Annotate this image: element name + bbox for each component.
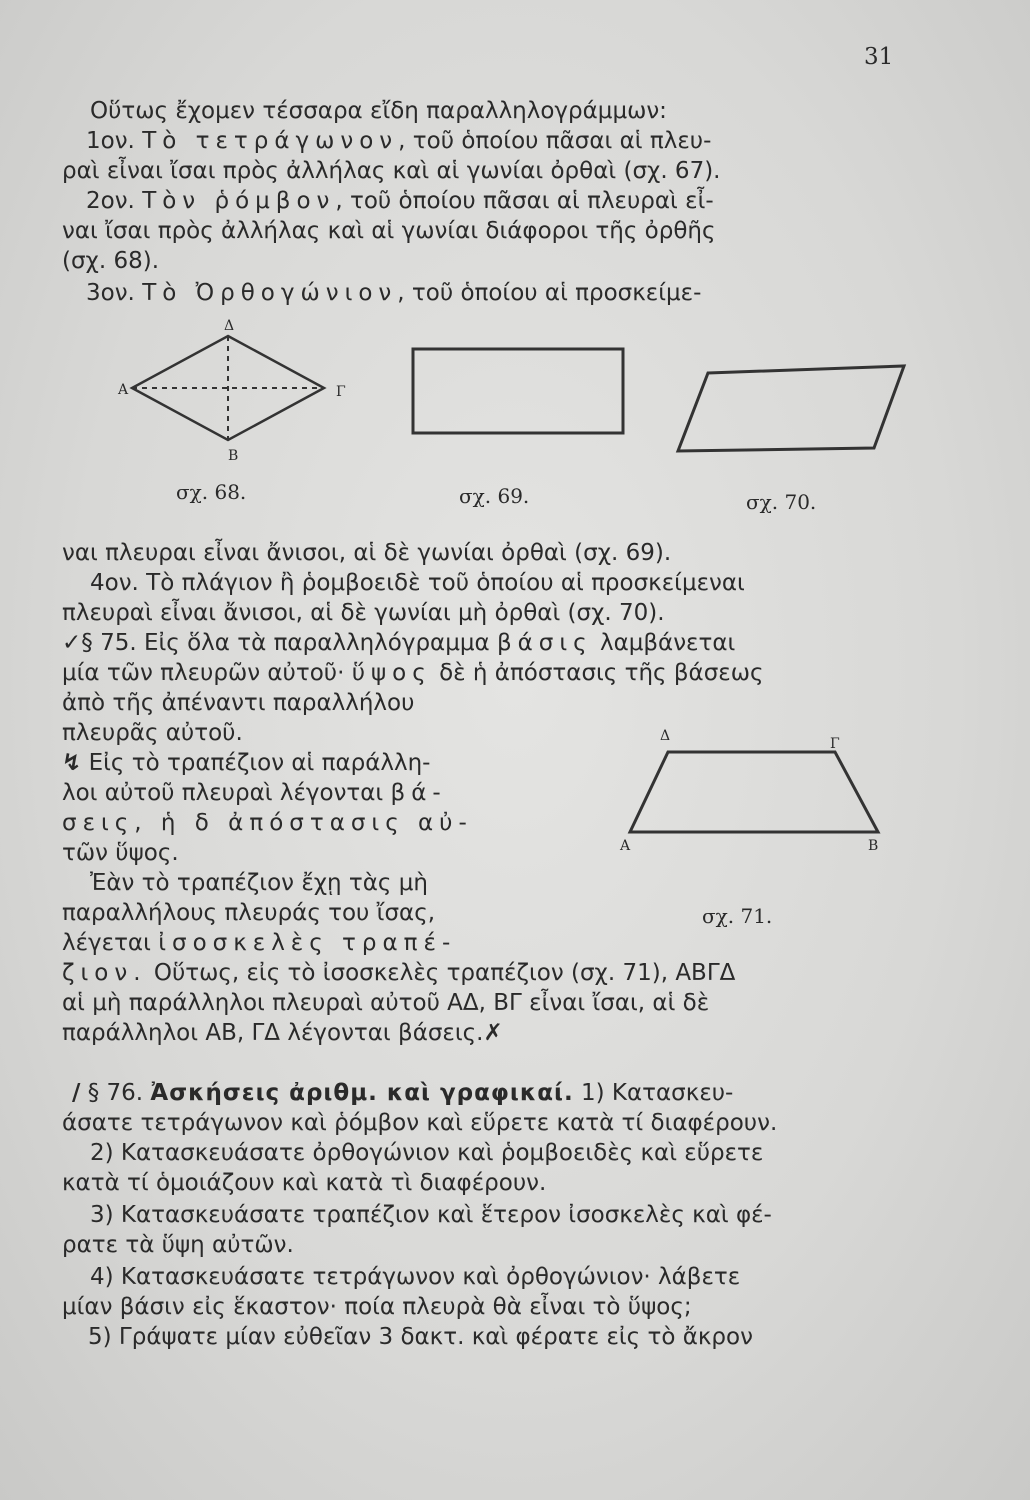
text-line: παράλληλοι ΑΒ, ΓΔ λέγονται βάσεις.✗ (62, 1020, 503, 1046)
text-line: ✓§ 75. Εἰς ὅλα τὰ παραλληλόγραμμα βάσις λαμβάνεται (62, 630, 736, 656)
trapezoid-label-top-left: Δ (660, 728, 671, 744)
text-line: τῶν ὕψος. (62, 840, 179, 866)
text-line: Οὕτως ἔχομεν τέσσαρα εἴδη παραλληλογράμμων: (90, 98, 667, 124)
text-line: ρατε τὰ ὕψη αὐτῶν. (62, 1232, 294, 1258)
text-line: μίαν βάσιν εἰς ἕκαστον· ποία πλευρὰ θὰ εἶναι τὸ ὕψος; (62, 1294, 692, 1320)
text-line: ναι ἴσαι πρὸς ἀλλήλας καὶ αἱ γωνίαι διάφοροι τῆς ὀρθῆς (62, 218, 716, 244)
text-line: σεις, ἡ δ ἀπόστασις αὐ- (62, 810, 473, 836)
text-line: αἱ μὴ παράλληλοι πλευραὶ αὐτοῦ ΑΔ, ΒΓ εἶναι ἴσαι, αἱ δὲ (62, 990, 710, 1016)
rhombus-label-bottom: Β (228, 448, 239, 464)
text-line: ναι πλευραι εἶναι ἄνισοι, αἱ δὲ γωνίαι ὀρθαὶ (σχ. 69). (62, 540, 672, 566)
text-line: ἀπὸ τῆς ἀπέναντι παραλλήλου (62, 690, 415, 716)
text-line: ζιον. Οὕτως, εἰς τὸ ἰσοσκελὲς τραπέζιον (σχ. 71), ΑΒΓΔ (62, 960, 736, 986)
margin-mark: / (72, 1080, 81, 1106)
margin-mark: ↯ (62, 750, 82, 776)
margin-mark: ✗ (483, 1020, 503, 1046)
text-line: παραλλήλους πλευράς του ἴσας, (62, 900, 436, 926)
parallelogram-figure (678, 366, 904, 451)
rhombus-label-top: Δ (224, 318, 235, 334)
text-line: λοι αὐτοῦ πλευραὶ λέγονται βά- (62, 780, 447, 806)
rhombus-figure (132, 336, 324, 440)
fig71-caption: σχ. 71. (702, 904, 773, 928)
rectangle-figure (413, 349, 623, 433)
text-line: 3) Κατασκευάσατε τραπέζιον καὶ ἕτερον ἰσοσκελὲς καὶ φέ- (90, 1202, 772, 1228)
text-line: 4) Κατασκευάσατε τετράγωνον καὶ ὀρθογώνιον· λάβετε (90, 1264, 741, 1290)
text-line: πλευραὶ εἶναι ἄνισοι, αἱ δὲ γωνίαι μὴ ὀρθαὶ (σχ. 70). (62, 600, 665, 626)
trapezoid-label-bottom-right: Β (868, 838, 879, 854)
fig68-caption: σχ. 68. (176, 480, 247, 504)
text-line: 2) Κατασκευάσατε ὀρθογώνιον καὶ ῥομβοειδὲς καὶ εὕρετε (90, 1140, 764, 1166)
text-line: 4ον. Τὸ πλάγιον ἢ ῥομβοειδὲ τοῦ ὁποίου αἱ προσκείμεναι (90, 570, 745, 596)
text-line: μία τῶν πλευρῶν αὐτοῦ· ὕψος δὲ ἡ ἀπόστασις τῆς βάσεως (62, 660, 764, 686)
trapezoid-label-top-right: Γ (830, 736, 840, 752)
margin-mark: ✓ (62, 630, 82, 656)
text-line: 1ον. Τὸ τετράγωνον, τοῦ ὁποίου πᾶσαι αἱ πλευ- (86, 128, 712, 154)
text-line: ραὶ εἶναι ἴσαι πρὸς ἀλλήλας καὶ αἱ γωνίαι ὀρθαὶ (σχ. 67). (62, 158, 721, 184)
trapezoid-figure (630, 752, 878, 832)
text-line: λέγεται ἰσοσκελὲς τραπέ- (62, 930, 457, 956)
trapezoid-label-bottom-left: Α (620, 838, 631, 854)
page-number: 31 (864, 44, 894, 70)
text-line: 3ον. Τὸ Ὀρθογώνιον, τοῦ ὁποίου αἱ προσκείμε- (86, 280, 702, 306)
rhombus-label-left: Α (118, 382, 129, 398)
text-line: ↯ Εἰς τὸ τραπέζιον αἱ παράλλη- (62, 750, 431, 776)
text-line: (σχ. 68). (62, 248, 160, 274)
text-line: κατὰ τί ὁμοιάζουν καὶ κατὰ τὶ διαφέρουν. (62, 1170, 547, 1196)
text-line: 5) Γράψατε μίαν εὐθεῖαν 3 δακτ. καὶ φέρατε εἰς τὸ ἄκρον (88, 1324, 753, 1350)
text-line: / § 76. Ἀσκήσεις ἀριθμ. καὶ γραφικαί. 1) Κατασκευ- (72, 1080, 734, 1106)
text-line: 2ον. Τὸν ῥόμβον, τοῦ ὁποίου πᾶσαι αἱ πλευραὶ εἶ- (86, 188, 714, 214)
text-line: πλευρᾶς αὐτοῦ. (62, 720, 243, 746)
fig70-caption: σχ. 70. (746, 490, 817, 514)
fig69-caption: σχ. 69. (459, 484, 530, 508)
text-line: Ἐὰν τὸ τραπέζιον ἔχῃ τὰς μὴ (90, 870, 428, 896)
text-line: άσατε τετράγωνον καὶ ῥόμβον καὶ εὕρετε κατὰ τί διαφέρουν. (62, 1110, 778, 1136)
rhombus-label-right: Γ (336, 384, 346, 400)
